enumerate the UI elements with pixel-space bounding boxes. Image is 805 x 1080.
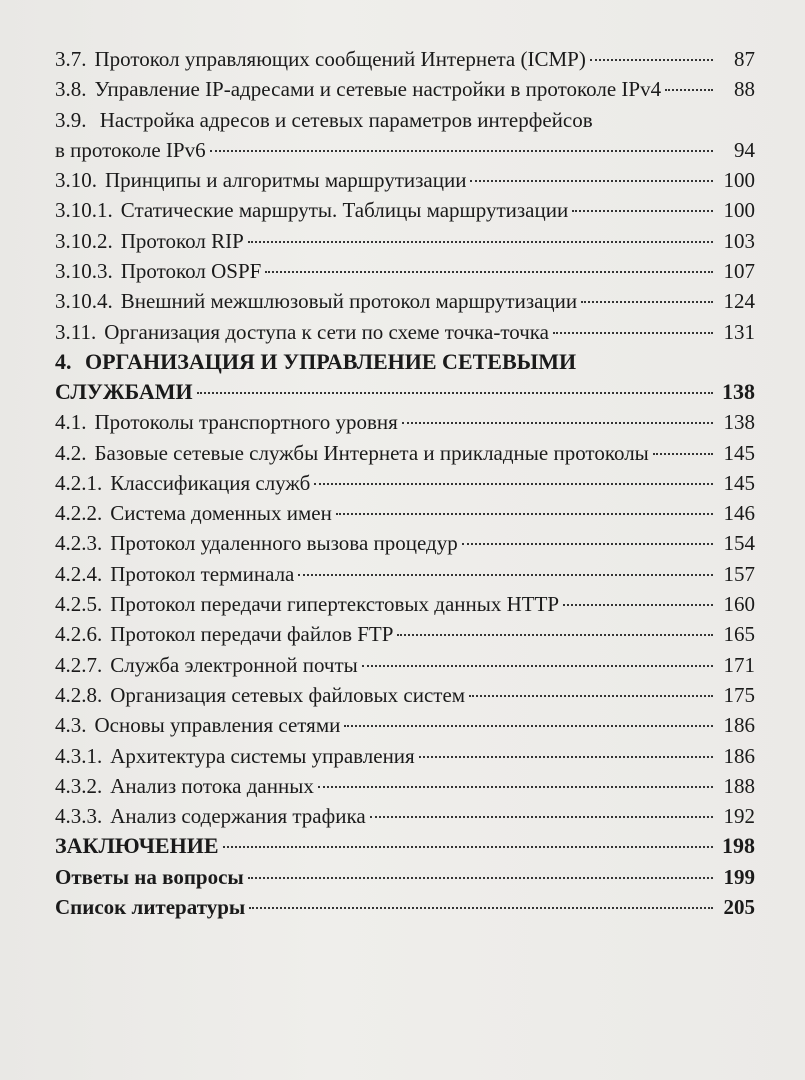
- toc-entry-3-9-cont: [55, 135, 755, 165]
- toc-page-number: 171: [723, 652, 755, 677]
- toc-number: 4.2.: [55, 440, 87, 465]
- toc-page-number: 100: [723, 198, 755, 223]
- toc-title: Список литературы: [55, 895, 246, 920]
- toc-title: Система доменных имен: [110, 501, 332, 526]
- toc-title: Протокол терминала: [110, 561, 295, 586]
- toc-entry-4-2: [55, 438, 755, 468]
- toc-page-number: 145: [723, 440, 755, 465]
- dot-leader: [572, 210, 713, 212]
- toc-page-number: 165: [723, 622, 755, 647]
- toc-page-number: 94: [734, 137, 755, 162]
- toc-page-number: 186: [723, 713, 755, 738]
- toc-page-number: 124: [723, 289, 755, 314]
- toc-number: 4.2.7.: [55, 652, 103, 677]
- toc-number: 4.2.4.: [55, 561, 103, 586]
- toc-page-number: 100: [723, 168, 755, 193]
- toc-number: 3.11.: [55, 319, 97, 344]
- toc-entry-3-10-3: [55, 256, 755, 286]
- dot-leader: [298, 574, 713, 576]
- toc-entry-answers: [55, 862, 755, 892]
- toc-title-continued: СЛУЖБАМИ: [55, 378, 193, 404]
- toc-entry-3-11: [55, 317, 755, 347]
- toc-entry-3-10: [55, 165, 755, 195]
- dot-leader: [397, 634, 713, 636]
- toc-entry-4-2-7: [55, 650, 755, 680]
- toc-number: 4.2.8.: [55, 682, 103, 707]
- toc-number: 4.3.1.: [55, 743, 103, 768]
- toc-entry-bibliography: [55, 892, 755, 922]
- toc-title: Служба электронной почты: [110, 652, 358, 677]
- toc-page-number: 103: [723, 228, 755, 253]
- dot-leader: [581, 301, 713, 303]
- toc-number: 3.7.: [55, 47, 87, 71]
- dot-leader: [370, 816, 713, 818]
- toc-entry-3-10-4: [55, 286, 755, 316]
- dot-leader: [249, 907, 713, 909]
- toc-page-number: 188: [723, 773, 755, 798]
- toc-entry-4-2-8: [55, 680, 755, 710]
- toc-entry-4-2-1: [55, 468, 755, 498]
- dot-leader: [314, 483, 713, 485]
- toc-title: Протокол OSPF: [120, 259, 262, 284]
- toc-page-number: 145: [723, 470, 755, 495]
- toc-title: Базовые сетевые службы Интернета и прикладные протоколы: [94, 440, 649, 465]
- toc-number: 4.2.2.: [55, 501, 103, 526]
- toc-number: 3.10.4.: [55, 289, 113, 314]
- toc-page-number: 199: [723, 864, 755, 889]
- dot-leader: [248, 877, 713, 879]
- toc-title: Статические маршруты. Таблицы маршрутизации: [120, 198, 569, 223]
- toc-entry-3-9: [55, 105, 755, 135]
- toc-entry-3-10-2: [55, 226, 755, 256]
- toc-title: ЗАКЛЮЧЕНИЕ: [55, 833, 219, 859]
- toc-page-number: 175: [723, 682, 755, 707]
- toc-title: Протокол RIP: [120, 228, 244, 253]
- toc-title-continued: в протоколе IPv6: [55, 137, 206, 162]
- toc-title: Внешний межшлюзовый протокол маршрутизации: [120, 289, 578, 314]
- dot-leader: [223, 846, 714, 848]
- toc-number: 3.10.: [55, 168, 97, 193]
- dot-leader: [248, 241, 713, 243]
- toc-page-number: 88: [734, 77, 755, 102]
- dot-leader: [318, 786, 713, 788]
- toc-entry-4-2-6: [55, 619, 755, 649]
- toc-entry-4-3-1: [55, 741, 755, 771]
- toc-title: Анализ потока данных: [110, 773, 314, 798]
- toc-entry-4-3: [55, 710, 755, 740]
- toc-page-number: 205: [723, 895, 755, 920]
- toc-page-number: 138: [723, 410, 755, 435]
- toc-entry-4-1: [55, 407, 755, 437]
- toc-number: 4.3.3.: [55, 804, 103, 829]
- dot-leader: [553, 332, 713, 334]
- toc-title: Архитектура системы управления: [110, 743, 415, 768]
- toc-page-number: 138: [722, 378, 755, 404]
- toc-title: Протоколы транспортного уровня: [94, 410, 398, 435]
- toc-title: Протокол передачи гипертекстовых данных HTTP: [110, 592, 560, 617]
- toc-title: Протокол передачи файлов FTP: [110, 622, 394, 647]
- dot-leader: [197, 392, 713, 394]
- toc-title: Анализ содержания трафика: [110, 804, 366, 829]
- dot-leader: [362, 665, 713, 667]
- toc-number: 4.2.6.: [55, 622, 103, 647]
- toc-page-number: 192: [723, 804, 755, 829]
- toc-entry-conclusion: [55, 831, 755, 861]
- dot-leader: [265, 271, 713, 273]
- toc-entry-4-3-2: [55, 771, 755, 801]
- toc-title: Протокол управляющих сообщений Интернета (ICMP): [94, 47, 586, 71]
- dot-leader: [563, 604, 713, 606]
- toc-number: 4.1.: [55, 410, 87, 435]
- toc-number: 3.10.1.: [55, 198, 113, 223]
- table-of-contents: [55, 44, 755, 922]
- dot-leader: [462, 543, 713, 545]
- toc-title: Настройка адресов и сетевых параметров интерфейсов: [99, 107, 593, 132]
- toc-title: Протокол удаленного вызова процедур: [110, 531, 458, 556]
- dot-leader: [653, 453, 713, 455]
- toc-number: 4.3.: [55, 713, 87, 738]
- toc-page-number: 146: [723, 501, 755, 526]
- dot-leader: [419, 756, 713, 758]
- toc-number: 4.: [55, 348, 72, 374]
- toc-entry-4-2-5: [55, 589, 755, 619]
- toc-number: 3.9.: [55, 107, 87, 132]
- toc-entry-3-8: [55, 74, 755, 104]
- toc-number: 4.2.3.: [55, 531, 103, 556]
- toc-number: 4.2.1.: [55, 470, 103, 495]
- dot-leader: [336, 513, 713, 515]
- toc-entry-3-7: [55, 44, 755, 74]
- toc-entry-4-2-2: [55, 498, 755, 528]
- toc-title: Основы управления сетями: [94, 713, 341, 738]
- dot-leader: [665, 89, 713, 91]
- dot-leader: [469, 695, 713, 697]
- toc-chapter-4: [55, 347, 755, 377]
- toc-entry-4-2-3: [55, 528, 755, 558]
- toc-number: 4.3.2.: [55, 773, 103, 798]
- toc-entry-4-2-4: [55, 559, 755, 589]
- dot-leader: [402, 422, 713, 424]
- toc-entry-3-10-1: [55, 195, 755, 225]
- toc-page-number: 157: [723, 561, 755, 586]
- toc-page-number: 186: [723, 743, 755, 768]
- toc-number: 3.10.3.: [55, 259, 113, 284]
- toc-page-number: 198: [722, 833, 755, 859]
- toc-page-number: 131: [723, 319, 755, 344]
- toc-title: Принципы и алгоритмы маршрутизации: [105, 168, 467, 193]
- toc-number: 3.8.: [55, 77, 87, 102]
- toc-title: Организация доступа к сети по схеме точка-точка: [104, 319, 549, 344]
- toc-title: Классификация служб: [110, 470, 311, 495]
- toc-title: Организация сетевых файловых систем: [110, 682, 466, 707]
- toc-number: 3.10.2.: [55, 228, 113, 253]
- dot-leader: [590, 59, 713, 61]
- toc-entry-4-3-3: [55, 801, 755, 831]
- toc-page-number: 154: [723, 531, 755, 556]
- toc-chapter-4-cont: [55, 377, 755, 407]
- dot-leader: [210, 150, 713, 152]
- dot-leader: [344, 725, 713, 727]
- toc-number: 4.2.5.: [55, 592, 103, 617]
- toc-page-number: 107: [723, 259, 755, 284]
- toc-title: Управление IP-адресами и сетевые настройки в протоколе IPv4: [94, 77, 662, 102]
- toc-title: ОРГАНИЗАЦИЯ И УПРАВЛЕНИЕ СЕТЕВЫМИ: [85, 348, 577, 374]
- dot-leader: [470, 180, 713, 182]
- toc-page-number: 87: [734, 47, 755, 71]
- toc-title: Ответы на вопросы: [55, 864, 244, 889]
- toc-page-number: 160: [723, 592, 755, 617]
